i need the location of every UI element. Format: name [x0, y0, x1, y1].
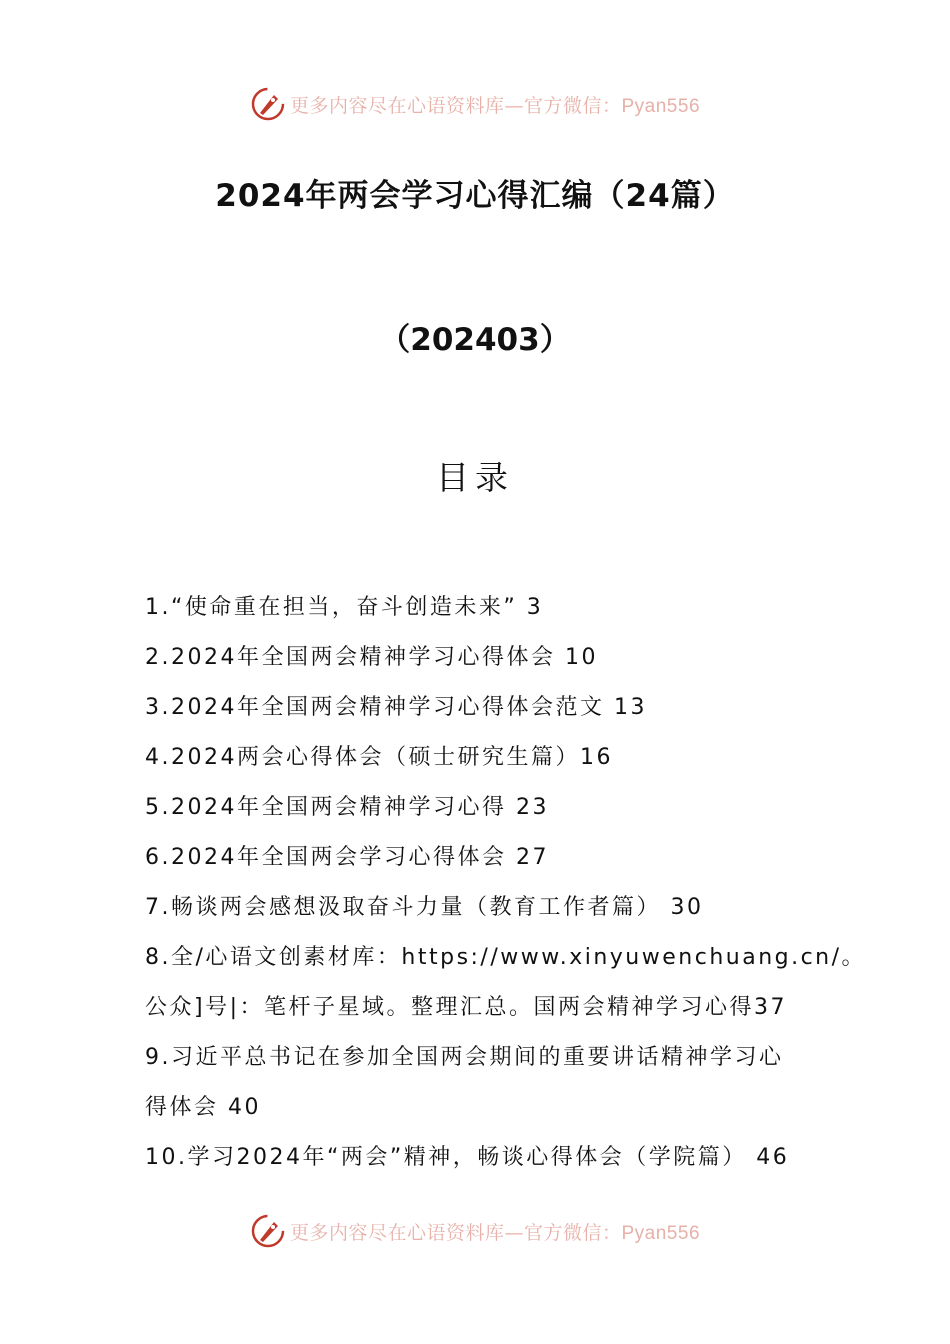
toc-line: 3.2024年全国两会精神学习心得体会范文 13	[145, 695, 647, 720]
toc-line: 7.畅谈两会感想汲取奋斗力量（教育工作者篇） 30	[145, 895, 704, 920]
watermark-text: 更多内容尽在心语资料库—官方微信：Pyan556	[289, 1221, 701, 1244]
toc-line: 8.全/心语文创素材库：https://www.xinyuwenchuang.cn/。	[145, 945, 867, 970]
watermark-banner-top	[0, 84, 950, 124]
toc-line: 5.2024年全国两会精神学习心得 23	[145, 795, 549, 820]
toc-line: 2.2024年全国两会精神学习心得体会 10	[145, 645, 598, 670]
watermark-banner-bottom	[0, 1211, 950, 1251]
wechat-id: Pyan556	[621, 1222, 701, 1244]
toc-heading: 目录	[436, 458, 514, 497]
table-of-contents	[145, 583, 867, 1183]
watermark-text: 更多内容尽在心语资料库—官方微信：Pyan556	[289, 94, 701, 117]
toc-line: 4.2024两会心得体会（硕士研究生篇）16	[145, 745, 613, 770]
toc-line: 得体会 40	[145, 1095, 261, 1120]
toc-line: 6.2024年全国两会学习心得体会 27	[145, 845, 549, 870]
toc-line: 1.“使命重在担当，奋斗创造未来” 3	[145, 595, 544, 620]
toc-line: 公众]号|：笔杆子星域。整理汇总。国两会精神学习心得37	[145, 995, 787, 1020]
toc-line: 9.习近平总书记在参加全国两会期间的重要讲话精神学习心	[145, 1045, 784, 1070]
toc-line: 10.学习2024年“两会”精神，畅谈心得体会（学院篇） 46	[145, 1145, 790, 1170]
wechat-id: Pyan556	[621, 95, 701, 117]
pen-nib-logo-icon	[250, 86, 286, 122]
document-date: （202403）	[379, 322, 571, 358]
pen-nib-logo-icon	[250, 1213, 286, 1249]
document-title: 2024年两会学习心得汇编（24篇）	[215, 178, 735, 214]
